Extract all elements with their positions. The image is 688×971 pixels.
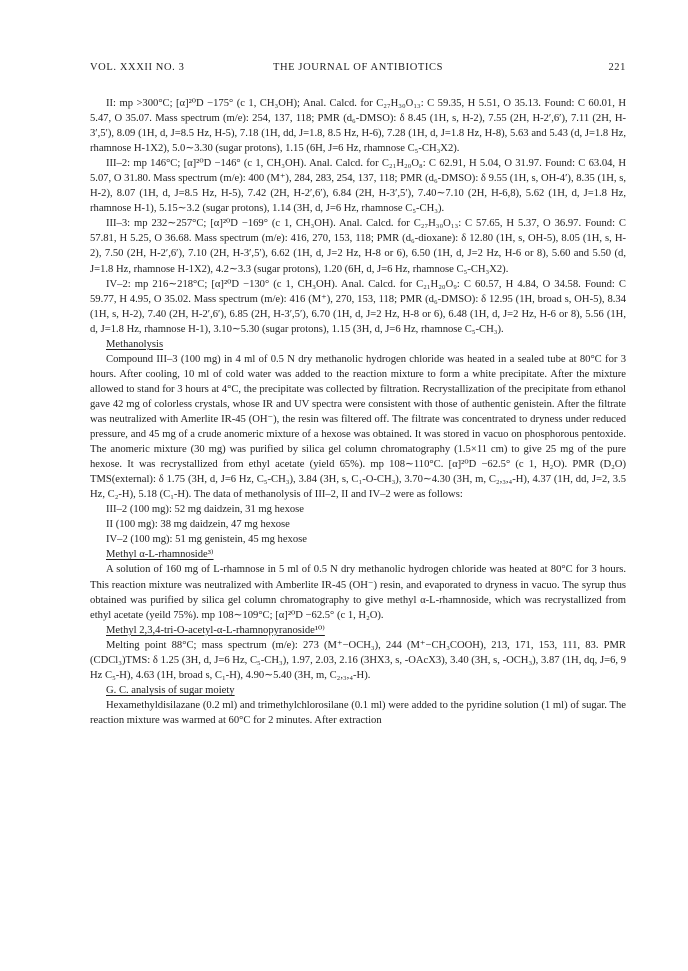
methanolysis-result-ii: II (100 mg): 38 mg daidzein, 47 mg hexose	[106, 519, 290, 531]
running-head	[90, 62, 626, 76]
compound-iii2-data: III–2: mp 146°C; [α]²⁰D −146° (c 1, CH₃OH). Anal. Calcd. for C₂₁H₂₀O₈: C 62.91, H 5.04, O 31.97. Found: C 63.04, H 5.07, O 31.80. Mass spectrum (m/e): 400 (M⁺), 284, 283, 254, 137, 118; PMR (d₆-DMSO): δ 9.55 (1H, s, OH-4′), 8.35 (1H, s, H-2), 8.07 (1H, d, J=8.5 Hz, H-5), 7.42 (2H, H-2′,6′), 6.84 (2H, H-3′,5′), 7.40∼7.10 (2H, H-6,8), 5.62 (1H, d, J=1.8 Hz, rhamnose H-1), 5.15∼3.2 (sugar protons), 1.14 (3H, d, J=6 Hz, rhamnose C₅-CH₃).	[90, 158, 626, 215]
compound-ii-data: II: mp >300°C; [α]²⁰D −175° (c 1, CH₃OH); Anal. Calcd. for C₂₇H₃₀O₁₃: C 59.35, H 5.51, O 35.13. Found: C 60.01, H 5.47, O 35.07. Mass spectrum (m/e): 254, 137, 118; PMR (d₆-DMSO): δ 8.45 (1H, s, H-2), 7.55 (2H, H-2′,6′), 7.11 (2H, H-3′,5′), 8.09 (1H, d, J=8.5 Hz, H-5), 7.18 (1H, dd, J=1.8, 8.5 Hz, H-6), 7.28 (1H, d, J=1.8 Hz, H-8), 5.63 and 5.43 (d, J=1.8 Hz, rhamnose H-1X2), 5.0∼3.30 (sugar protons), 1.15 (6H, J=6 Hz, rhamnose C₅-CH₃X2).	[90, 98, 626, 155]
methanolysis-result-iv2: IV–2 (100 mg): 51 mg genistein, 45 mg hexose	[106, 534, 307, 546]
triacetyl-paragraph: Melting point 88°C; mass spectrum (m/e): 273 (M⁺−OCH₃), 244 (M⁺−CH₃COOH), 213, 171, 153, 111, 83. PMR (CDCl₃)TMS: δ 1.25 (3H, d, J=6 Hz, C₅-CH₃), 1.97, 2.03, 2.16 (3HX3, s, -OAcX3), 3.40 (3H, s, -OCH₃), 3.87 (1H, dq, J=6, 9 Hz C₅-H), 4.63 (1H, broad s, C₁-H), 4.90∼5.40 (3H, m, C₂,₃,₄-H).	[90, 639, 626, 681]
section-heading-triacetyl-rhamnopyranoside: Methyl 2,3,4-tri-O-acetyl-α-L-rhamnopyranoside¹⁰⁾	[106, 624, 325, 636]
methanolysis-paragraph: Compound III–3 (100 mg) in 4 ml of 0.5 N dry methanolic hydrogen chloride was heated in a sealed tube at 80°C for 3 hours. After cooling, 10 ml of cold water was added to the reaction mixture to form a white precipitate. After the mixture allowed to stand for 3 hours at 4°C, the precipitate was collected by filtration. Recrystallization of the precipitate from ethanol gave 42 mg of colorless crystals, whose IR and UV spectra were consistent with those of authentic genistein. After the filtrate was neutralized with Amerlite IR-45 (OH⁻), the resin was filtered off. The filtrate was concentrated to dryness under reduced pressure, and 45 mg of a crude anomeric mixture of a hexose was obtained. It was stored in vacuo on phosphorous pentoxide. The anomeric mixture (30 mg) was purified by silica gel column chromatography (1.5×11 cm) to give 25 mg of the pure hexose. It was recrystallized from ethyl acetate (yield 65%). mp 108∼110°C. [α]²⁰D −62.5° (c 1, H₂O). PMR (D₂O) TMS(external): δ 1.75 (3H, d, J=6 Hz, C₅-CH₃), 3.84 (3H, s, C₁-O-CH₃), 3.70∼4.30 (3H, m, C₂,₃,₄-H), 4.37 (1H, dd, J=2, 3.5 Hz, C₂-H), 5.18 (C₁-H). The data of methanolysis of III–2, II and IV–2 were as follows:	[90, 353, 626, 501]
compound-iii3-data: III–3: mp 232∼257°C; [α]²⁰D −169° (c 1, CH₃OH). Anal. Calcd. for C₂₇H₃₀O₁₃: C 57.65, H 5.37, O 36.97. Found: C 57.81, H 5.25, O 36.68. Mass spectrum (m/e): 416, 270, 153, 118; PMR (d₆-dioxane): δ 12.80 (1H, s, OH-5), 8.05 (1H, s, H-2), 7.50 (2H, H-2′,6′), 7.10 (2H, H-3′,5′), 6.62 (1H, d, J=2 Hz, H-8 or 6), 6.50 (1H, d, J=2 Hz, H-6 or 8), 5.60 and 5.50 (d, J=1.8 Hz, rhamnose H-1X2), 4.2∼3.3 (sugar protons), 1.20 (6H, d, J=6 Hz, rhamnose C₅-CH₃X2).	[90, 218, 626, 275]
methyl-rhamnoside-paragraph: A solution of 160 mg of L-rhamnose in 5 ml of 0.5 N dry methanolic hydrogen chloride was heated at 80°C for 3 hours. This reaction mixture was neutralized with Amberlite IR-45 (OH⁻) resin, and evaporated to dryness in vacuo. The syrup thus obtained was purified by silica gel column chromatography to give methyl α-L-rhamnoside, which was recrystallized from ethyl acetate (yeild 75%). mp 108∼109°C; [α]²⁰D −62.5° (c 1, H₂O).	[90, 564, 626, 621]
section-heading-gc-analysis: G. C. analysis of sugar moiety	[106, 684, 235, 696]
page-number: 221	[608, 62, 626, 73]
compound-iv2-data: IV–2: mp 216∼218°C; [α]²⁰D −130° (c 1, CH₃OH). Anal. Calcd. for C₂₁H₂₀O₉: C 60.57, H 4.84, O 34.58. Found: C 59.77, H 4.95, O 35.02. Mass spectrum (m/e): 416 (M⁺), 270, 153, 118; PMR (d₆-DMSO): δ 12.95 (1H, broad s, OH-5), 8.34 (1H, s, H-2), 7.40 (2H, H-2′,6′), 6.85 (2H, H-3′,5′), 6.70 (1H, d, J=2 Hz, H-8 or 6), 6.48 (1H, d, J=2 Hz, H-6 or 8), 5.56 (1H, d, J=1.8 Hz, rhamnose H-1), 3.10∼5.30 (sugar protons), 1.15 (3H, d, J=6 Hz, rhamnose C₅-CH₃).	[90, 278, 626, 335]
journal-title: THE JOURNAL OF ANTIBIOTICS	[272, 62, 444, 73]
volume-label: VOL. XXXII NO. 3	[90, 62, 185, 73]
article-body	[90, 96, 626, 728]
gc-analysis-paragraph: Hexamethyldisilazane (0.2 ml) and trimethylchlorosilane (0.1 ml) were added to the pyridine solution (1 ml) of sugar. The reaction mixture was warmed at 60°C for 2 minutes. After extraction	[90, 699, 626, 726]
section-heading-methyl-rhamnoside: Methyl α-L-rhamnoside³⁾	[106, 549, 214, 561]
methanolysis-result-iii2: III–2 (100 mg): 52 mg daidzein, 31 mg hexose	[106, 504, 305, 516]
section-heading-methanolysis: Methanolysis	[106, 338, 164, 350]
